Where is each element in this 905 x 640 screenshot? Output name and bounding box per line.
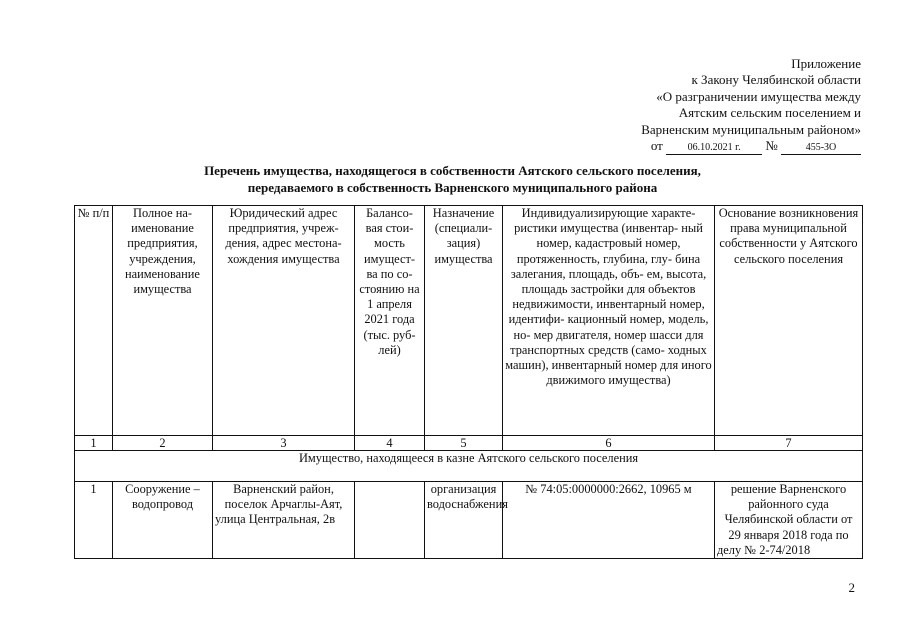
column-number: 7	[715, 436, 863, 451]
page-number: 2	[848, 580, 855, 595]
column-header: № п/п	[75, 206, 113, 436]
section-title: Имущество, находящееся в казне Аятского сельского поселения	[75, 451, 863, 482]
column-number: 6	[503, 436, 715, 451]
column-number: 2	[113, 436, 213, 451]
ownership-basis: решение Варненского районного суда Челябинской области от 29 января 2018 года по делу № 2-74/2018	[715, 482, 863, 559]
column-number: 1	[75, 436, 113, 451]
appendix-line: Приложение	[791, 56, 861, 71]
column-header: Назначение (специали- зация) имущества	[425, 206, 503, 436]
property-table	[74, 205, 863, 559]
date-prefix: от	[650, 138, 663, 154]
appendix-line: Аятским сельским поселением и	[678, 105, 861, 121]
appendix-line: «О разграничении имущества между	[656, 88, 861, 104]
column-number-row	[75, 436, 863, 451]
column-header: Основание возникновения права муниципальной собственности у Аятского сельского поселения	[715, 206, 863, 436]
column-header: Юридический адрес предприятия, учреж- дения, адрес местона- хождения имущества	[213, 206, 355, 436]
title-line: передаваемого в собственность Варненского муниципального района	[247, 180, 658, 195]
property-name: Сооружение – водопровод	[113, 482, 213, 559]
law-date-number-line	[641, 138, 861, 155]
column-header: Индивидуализирующие характе- ристики имущества (инвентар- ный номер, кадастровый номер, протяженность, глубина, глу- бина залегания, площадь, объ- ем, высота, площадь застройки для объектов недвижимости, инвентарный номер, идентифи- кационный номер, модель, но- мер двигателя, номер шасси для транспортных средств (само- ходных машин), инвентарный номер для иного движимого имущества)	[503, 206, 715, 436]
property-characteristics: № 74:05:0000000:2662, 10965 м	[503, 482, 715, 559]
column-header: Полное на- именование предприятия, учреждения, наименование имущества	[113, 206, 213, 436]
column-number: 4	[355, 436, 425, 451]
table-header-row	[75, 206, 863, 436]
appendix-line: к Закону Челябинской области	[691, 72, 861, 88]
property-purpose: организация водоснабжения	[425, 482, 503, 559]
table-row	[75, 482, 863, 559]
column-number: 5	[425, 436, 503, 451]
column-number: 3	[213, 436, 355, 451]
number-prefix: №	[765, 138, 778, 154]
law-date: 06.10.2021 г.	[666, 142, 762, 155]
appendix-block	[641, 56, 861, 155]
column-header: Балансо- вая стои- мость имущест- ва по со- стоянию на 1 апреля 2021 года (тыс. руб- лей)	[355, 206, 425, 436]
appendix-line: Варненским муниципальным районом»	[641, 121, 861, 137]
document-title	[0, 162, 905, 196]
row-number: 1	[75, 482, 113, 559]
law-number: 455-ЗО	[781, 142, 861, 155]
title-line: Перечень имущества, находящегося в собственности Аятского сельского поселения,	[204, 163, 701, 178]
section-row	[75, 451, 863, 482]
property-address: Варненский район, поселок Арчаглы-Аят, улица Центральная, 2в	[213, 482, 355, 559]
balance-value	[355, 482, 425, 559]
